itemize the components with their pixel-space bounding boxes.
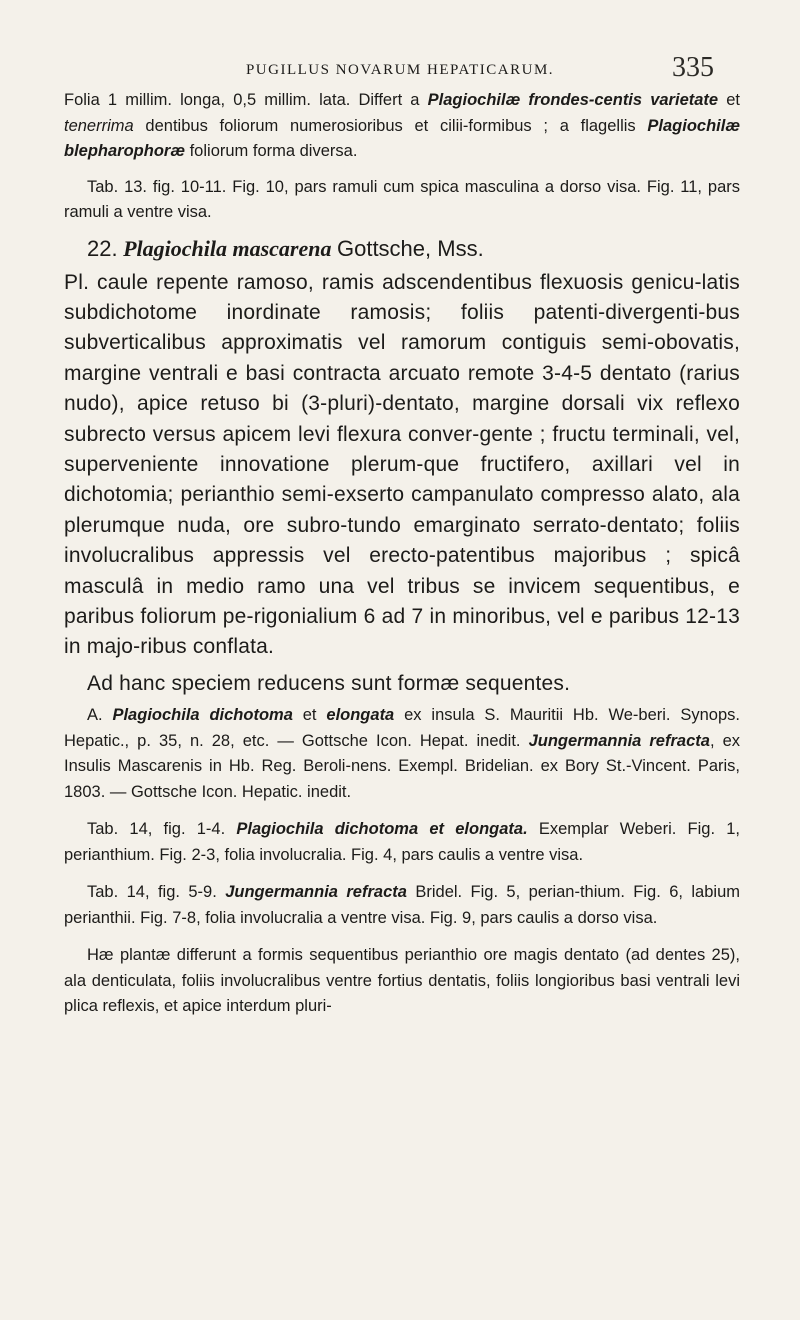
taxon-name: elongata	[326, 706, 395, 725]
formae-intro: Ad hanc speciem reducens sunt formæ sequentes.	[87, 671, 571, 695]
paragraph-folia: Folia 1 millim. longa, 0,5 millim. lata. Differt a Plagiochilæ frondes-centis varietate et tenerrima dentibus foliorum numerosioribus et cilii-formibus ; a flagellis Plagiochilæ blepharophoræ foliorum forma diversa.	[64, 91, 740, 160]
page-number: 335	[672, 52, 714, 83]
taxon-name: Plagiochilæ blepharophoræ	[64, 116, 740, 160]
running-head: PUGILLUS NOVARUM HEPATICARUM.	[245, 62, 555, 78]
paragraph-differences: Hæ plantæ differunt a formis sequentibus perianthio ore magis dentato (ad dentes 25), ala denticulata, foliis involucralibus ventre fortius dentatis, foliis longioribus basi ventrali levi plica reflexis, et apice interdum pluri-	[64, 946, 740, 1016]
species-name: Plagiochila mascarena	[123, 235, 332, 261]
page-body	[64, 88, 740, 1020]
species-heading	[64, 234, 740, 264]
paragraph-tab14-fig1-4: Tab. 14, fig. 1-4. Plagiochila dichotoma et elongata. Exemplar Weberi. Fig. 1, perianthium. Fig. 2-3, folia involucralia. Fig. 4, pars caulis a ventre visa.	[64, 820, 741, 864]
taxon-name: Plagiochilæ frondes-centis varietate	[427, 91, 719, 109]
taxon-name: Plagiochila dichotoma et elongata.	[236, 820, 528, 839]
forma-a: A. Plagiochila dichotoma et elongata ex insula S. Mauritii Hb. We-beri. Synops. Hepatic., p. 35, n. 28, etc. — Gottsche Icon. Hepat. inedit. Jungermannia refracta, ex Insulis Mascarenis in Hb. Reg. Beroli-nens. Exempl. Bridelian. ex Bory St.-Vincent. Paris, 1803. — Gottsche Icon. Hepatic. inedit.	[64, 706, 740, 801]
species-description: Pl. caule repente ramoso, ramis adscendentibus flexuosis genicu-latis subdichotome inordinate ramosis; foliis patenti-divergenti-bus subverticalibus approximatis vel ramorum contiguis semi-obovatis, margine ventrali e basi contracta arcuato remote 3-4-5 dentato (rarius nudo), apice retuso bi (3-pluri)-dentato, margine dorsali vix reflexo subrecto versus apicem levi flexura conver-gente ; fructu terminali, vel, superveniente innovatione plerum-que fructifero, axillari vel in dichotomia; perianthio semi-exserto campanulato compresso alato, ala plerumque nuda, ore subro-tundo emarginato serrato-dentato; foliis involucralibus appressis vel erecto-patentibus majoribus ; spicâ masculâ in medio ramo una vel tribus se invicem sequentibus, e paribus foliorum pe-rigonialium 6 ad 7 in minoribus, vel e paribus 12-13 in majo-ribus conflata.	[64, 270, 740, 659]
species-number: 22.	[87, 235, 118, 261]
taxon-name: Jungermannia refracta	[528, 731, 710, 750]
taxon-name: tenerrima	[64, 116, 134, 135]
species-authority: Gottsche, Mss.	[336, 235, 484, 261]
taxon-name: Jungermannia refracta	[225, 883, 407, 902]
paragraph-tab13: Tab. 13. fig. 10-11. Fig. 10, pars ramuli cum spica masculina a dorso visa. Fig. 11, pars ramuli a ventre visa.	[64, 177, 740, 221]
page-header	[0, 52, 800, 88]
taxon-name: Plagiochila dichotoma	[112, 706, 293, 725]
paragraph-tab14-fig5-9: Tab. 14, fig. 5-9. Jungermannia refracta Bridel. Fig. 5, perian-thium. Fig. 6, labium perianthii. Fig. 7-8, folia involucralia a ventre visa. Fig. 9, pars caulis a dorso visa.	[64, 883, 740, 927]
